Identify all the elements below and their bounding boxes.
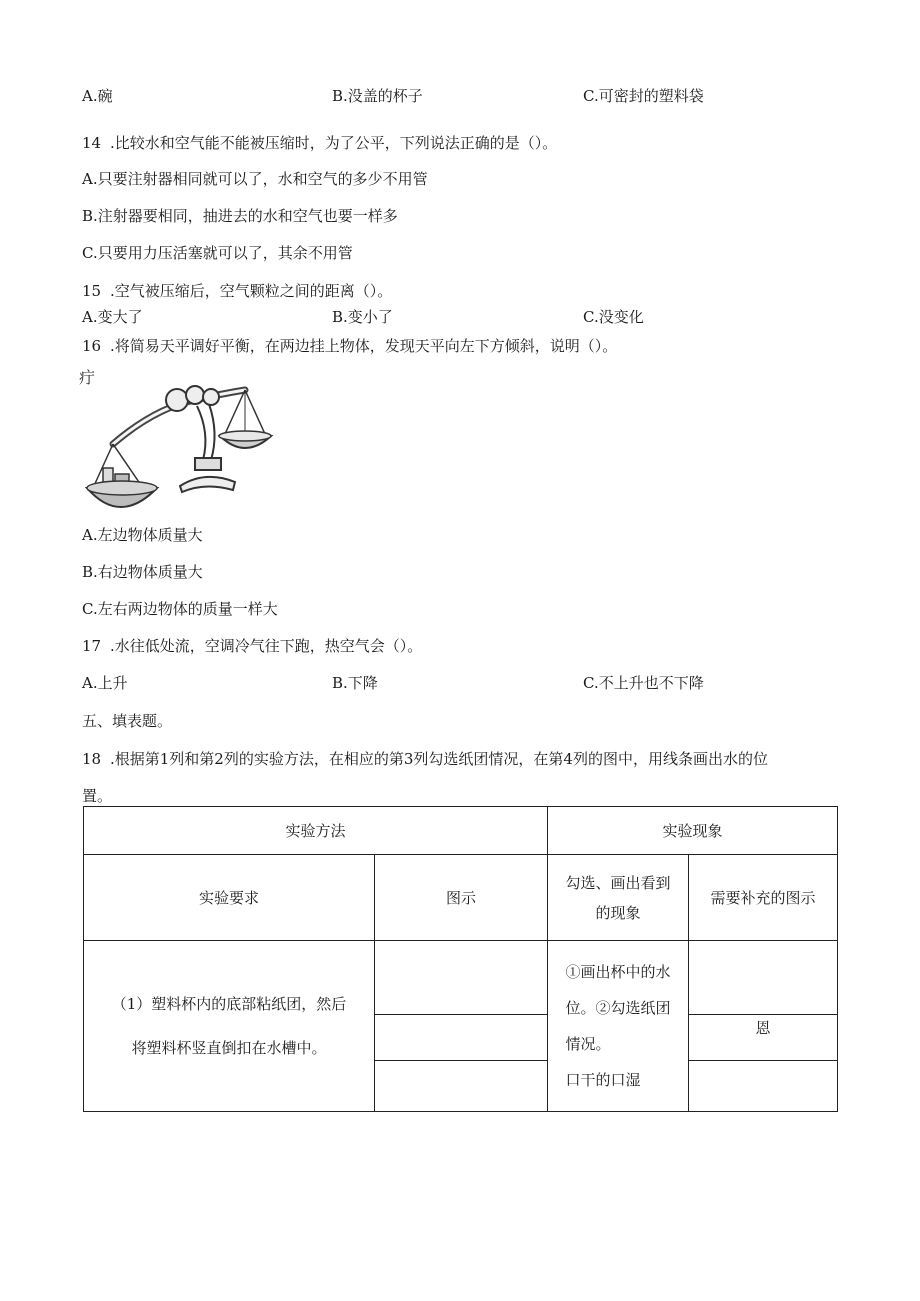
q18-number: 18 — [82, 750, 102, 768]
q16-option-c: C.左右两边物体的质量一样大 — [82, 600, 278, 618]
row1-obs-line3: 情况。 — [565, 1035, 611, 1053]
row1-diagram-b — [375, 1015, 548, 1061]
row1-supp-mark: 恩 — [755, 1019, 771, 1037]
q16-stem — [82, 336, 617, 356]
row1-diagram-c — [375, 1061, 548, 1112]
q17-option-b: B.下降 — [332, 674, 378, 692]
q14-option-a: A.只要注射器相同就可以了，水和空气的多少不用管 — [82, 170, 428, 188]
q16-text-fragment: 疔 — [79, 368, 96, 387]
q15-stem — [82, 281, 392, 301]
q13-option-a: A.碗 — [82, 87, 113, 105]
row1-obs-line2: 位。②勾选纸团 — [565, 999, 671, 1017]
q17-stem — [82, 636, 422, 656]
q14-option-b: B.注射器要相同，抽进去的水和空气也要一样多 — [82, 207, 398, 225]
row1-requirement — [84, 941, 375, 1112]
header-phenomenon: 实验现象 — [548, 807, 838, 855]
q14-text: .比较水和空气能不能被压缩时，为了公平，下列说法正确的是（）。 — [110, 134, 558, 152]
q15-number: 15 — [82, 282, 102, 300]
row1-obs-line1: ①画出杯中的水 — [565, 963, 671, 981]
q17-option-c: C.不上升也不下降 — [583, 674, 704, 692]
header-method: 实验方法 — [84, 807, 548, 855]
col-requirement: 实验要求 — [84, 855, 375, 941]
q17-option-a: A.上升 — [82, 674, 128, 692]
q15-option-c: C.没变化 — [583, 308, 644, 326]
row1-req-line1: （1）塑料杯内的底部粘纸团，然后 — [111, 995, 347, 1013]
q15-text: .空气被压缩后，空气颗粒之间的距离（）。 — [110, 282, 393, 300]
row1-diagram-a — [375, 941, 548, 1015]
balance-scale-illustration — [85, 378, 285, 518]
col-observe — [548, 855, 689, 941]
q14-number: 14 — [82, 134, 102, 152]
q18-text-line1: .根据第1列和第2列的实验方法，在相应的第3列勾选纸团情况，在第4列的图中，用线条画出水的位 — [110, 750, 768, 768]
q16-option-a: A.左边物体质量大 — [82, 526, 203, 544]
q16-text: .将简易天平调好平衡，在两边挂上物体，发现天平向左下方倾斜，说明（）。 — [110, 337, 618, 355]
col-observe-line2: 的现象 — [595, 903, 641, 922]
q15-option-b: B.变小了 — [332, 308, 393, 326]
experiment-table — [83, 806, 838, 1112]
q16-option-b: B.右边物体质量大 — [82, 563, 203, 581]
row1-req-line2: 将塑料杯竖直倒扣在水槽中。 — [131, 1039, 327, 1057]
q14-option-c: C.只要用力压活塞就可以了，其余不用管 — [82, 244, 353, 262]
row1-observe — [548, 941, 689, 1112]
row1-supp-c — [689, 1061, 838, 1112]
row1-obs-checkbox-line: 口干的口湿 — [565, 1071, 641, 1089]
col-observe-line1: 勾选、画出看到 — [565, 873, 671, 892]
q18-text-line2: 置。 — [82, 787, 113, 805]
q15-option-a: A.变大了 — [82, 308, 143, 326]
q18-stem — [82, 749, 768, 769]
q17-text: .水往低处流，空调冷气往下跑，热空气会（）。 — [110, 637, 423, 655]
row1-supp-a — [689, 941, 838, 1015]
q13-option-b: B.没盖的杯子 — [332, 87, 423, 105]
q14-stem — [82, 133, 557, 153]
section-heading: 五、填表题。 — [82, 712, 173, 730]
col-supplement: 需要补充的图示 — [689, 855, 838, 941]
row1-supp-b — [689, 1015, 838, 1061]
col-diagram: 图示 — [375, 855, 548, 941]
q13-option-c: C.可密封的塑料袋 — [583, 87, 704, 105]
q17-number: 17 — [82, 637, 102, 655]
q16-number: 16 — [82, 337, 102, 355]
